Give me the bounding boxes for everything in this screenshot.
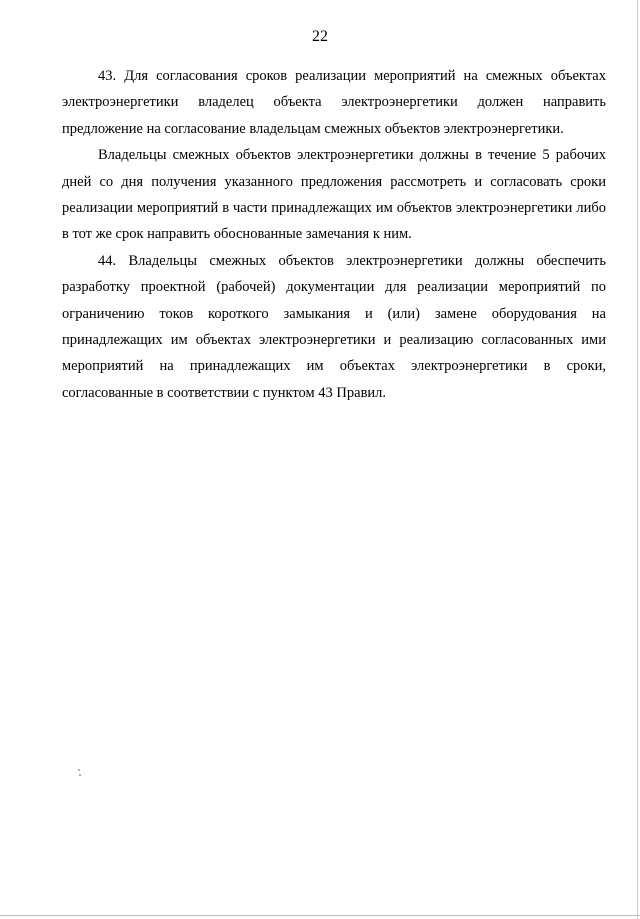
paragraph-44: 44. Владельцы смежных объектов электроэнергетики должны обеспечить разработку проектной (рабочей) документации для реализации мероприятий по ограничению токов короткого замыкания и (или) замене оборудования на принадлежащих им объектах электроэнергетики и реализацию согласованных ими мероприятий на принадлежащих им объектах электроэнергетики в сроки, согласованные в соответствии с пунктом 43 Правил.: [62, 252, 606, 401]
scan-edge-bottom: [0, 915, 640, 916]
scan-speck: [78, 769, 80, 771]
scan-edge-right: [637, 0, 638, 919]
page-number: 22: [312, 28, 328, 45]
scan-speck: [79, 774, 81, 776]
paragraph-43: 43. Для согласования сроков реализации мероприятий на смежных объектах электроэнергетики владелец объекта электроэнергетики должен направить предложение на согласование владельцам смежных объектов электроэнергетики.: [62, 68, 606, 137]
document-body: [62, 63, 606, 406]
paragraph-43-response: Владельцы смежных объектов электроэнергетики должны в течение 5 рабочих дней со дня получения указанного предложения рассмотреть и согласовать сроки реализации мероприятий в части принадлежащих им объектов электроэнергетики либо в тот же срок направить обоснованные замечания к ним.: [62, 147, 606, 243]
